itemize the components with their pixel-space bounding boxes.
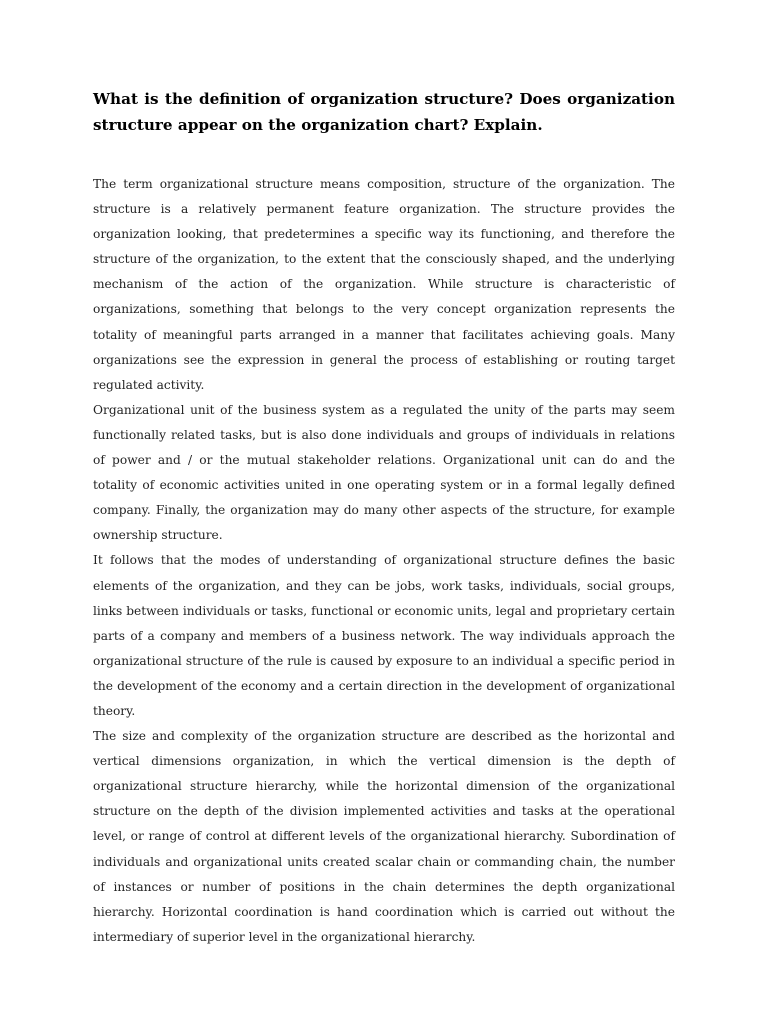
paragraph-1: The term organizational structure means composition, structure of the organization. The structure is a relatively permanent feature organization. The structure provides the organization looking, that predetermines a specific way its functioning, and therefore the structure of the organization, to the extent that the consciously shaped, and the underlying mechanism of the action of the organization. While structure is characteristic of organizations, something that belongs to the very concept organization represents the totality of meaningful parts arranged in a manner that facilitates achieving goals. Many organizations see the expression in general the process of establishing or routing target regulated activity.: [93, 177, 675, 392]
document-title: What is the definition of organization structure? Does organization structure appear on the organization chart? Explain.: [93, 90, 675, 134]
document-page: [93, 86, 675, 950]
paragraph-2: Organizational unit of the business system as a regulated the unity of the parts may seem functionally related tasks, but is also done individuals and groups of individuals in relations of power and / or the mutual stakeholder relations. Organizational unit can do and the totality of economic activities united in one operating system or in a formal legally defined company. Finally, the organization may do many other aspects of the structure, for example ownership structure.: [93, 402, 675, 543]
paragraph-3: It follows that the modes of understanding of organizational structure defines the basic elements of the organization, and they can be jobs, work tasks, individuals, social groups, links between individuals or tasks, functional or economic units, legal and proprietary certain parts of a company and members of a business network. The way individuals approach the organizational structure of the rule is caused by exposure to an individual a specific period in the development of the economy and a certain direction in the development of organizational theory.: [93, 553, 675, 718]
paragraph-4: The size and complexity of the organization structure are described as the horizontal and vertical dimensions organization, in which the vertical dimension is the depth of organizational structure hierarchy, while the horizontal dimension of the organizational structure on the depth of the division implemented activities and tasks at the operational level, or range of control at different levels of the organizational hierarchy. Subordination of individuals and organizational units created scalar chain or commanding chain, the number of instances or number of positions in the chain determines the depth organizational hierarchy. Horizontal coordination is hand coordination which is carried out without the intermediary of superior level in the organizational hierarchy.: [93, 729, 675, 944]
document-body: [93, 172, 675, 950]
